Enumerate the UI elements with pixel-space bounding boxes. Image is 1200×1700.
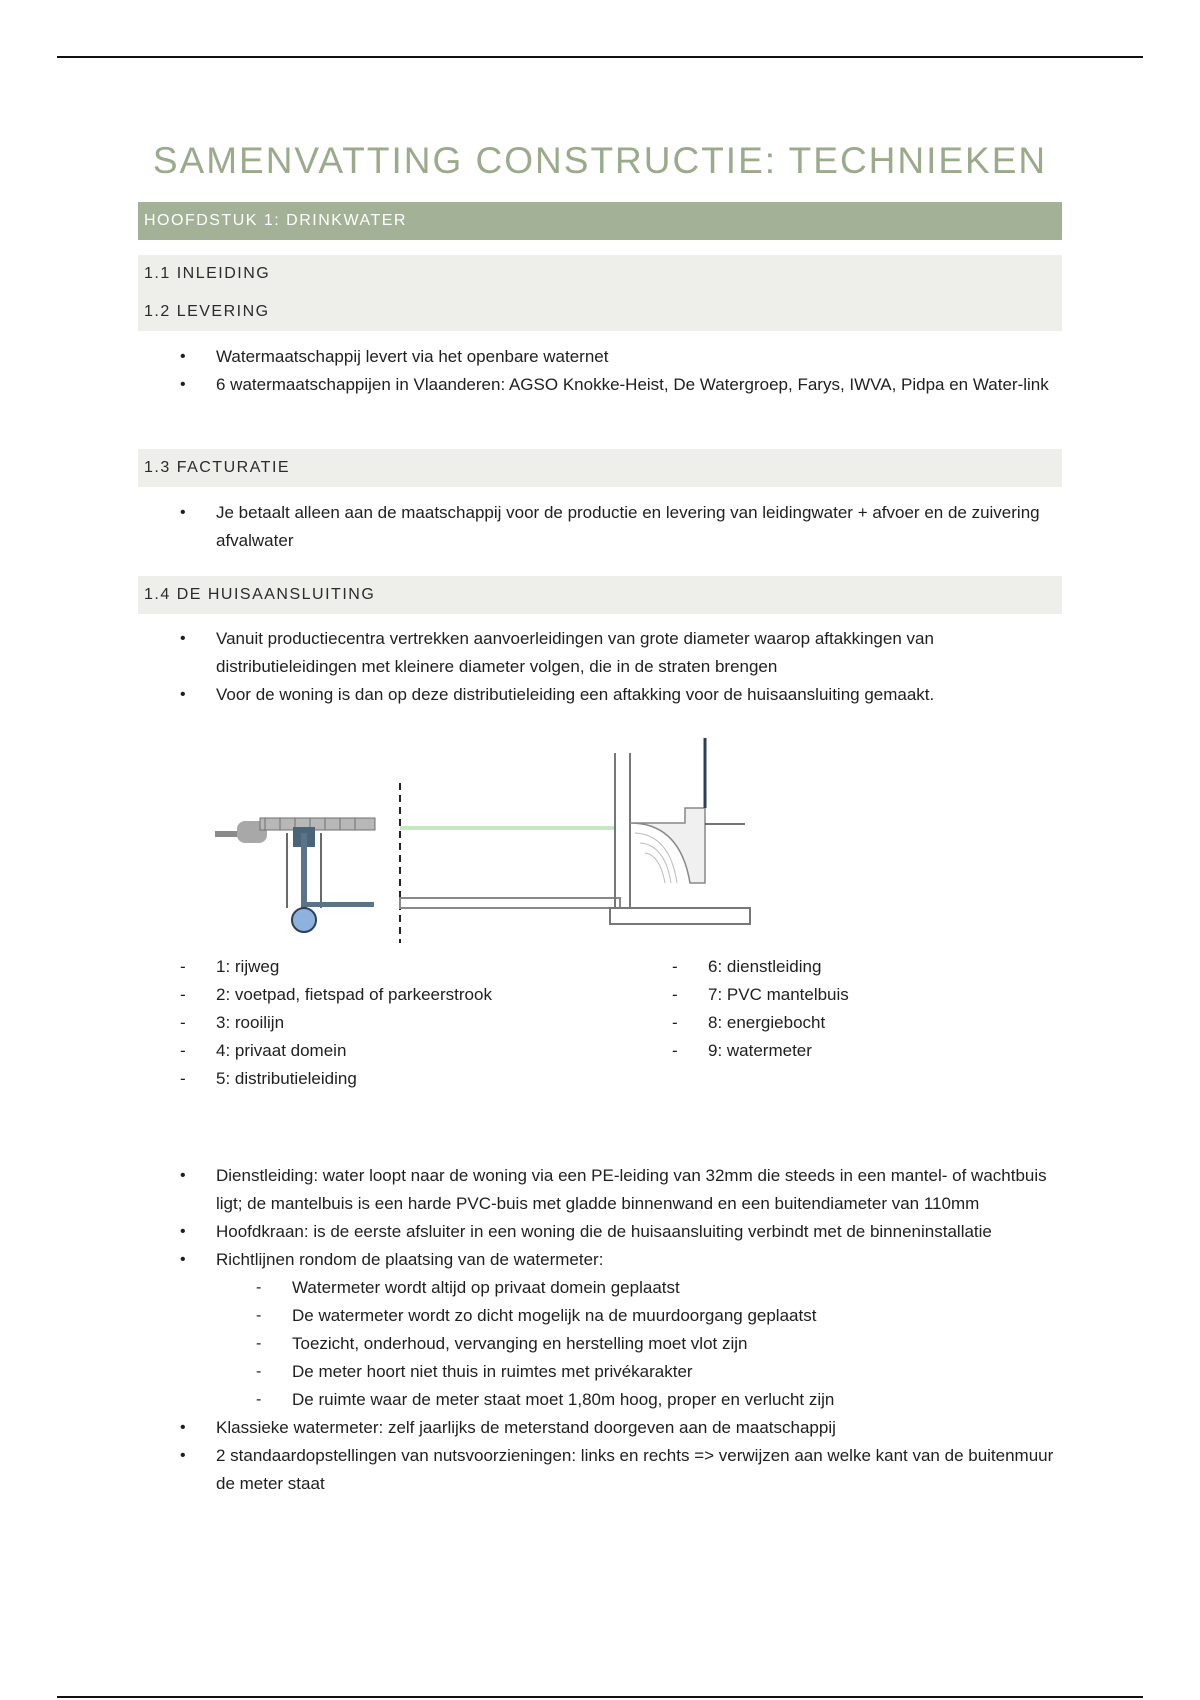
legend-item: - 1: rijweg: [180, 953, 640, 981]
details-list: [180, 1162, 1060, 1498]
list-item: • Vanuit productiecentra vertrekken aanvoerleidingen van grote diameter waarop aftakkingen van distributieleidingen met kleinere diameter volgen, die in de straten brengen: [180, 625, 1060, 681]
list-item: • Dienstleiding: water loopt naar de woning via een PE-leiding van 32mm die steeds in een mantel- of wachtbuis ligt; de mantelbuis is een harde PVC-buis met gladde binnenwand en een buitendiameter van 110mm: [180, 1162, 1060, 1218]
legend-item: - 4: privaat domein: [180, 1037, 640, 1065]
section-heading-inleiding: 1.1 INLEIDING: [144, 265, 271, 282]
list-item: • Voor de woning is dan op deze distributieleiding een aftakking voor de huisaansluiting gemaakt.: [180, 681, 1060, 709]
house-floor: [610, 908, 750, 924]
footer-rule: [57, 1696, 1143, 1698]
legend-item: - 7: PVC mantelbuis: [672, 981, 1052, 1009]
legend-item: - 2: voetpad, fietspad of parkeerstrook: [180, 981, 640, 1009]
legend-right: [672, 953, 1052, 1065]
document-title: SAMENVATTING CONSTRUCTIE: TECHNIEKEN: [152, 140, 1048, 181]
riser-pipe: [301, 833, 307, 911]
house-connection-diagram: [205, 723, 755, 945]
richtlijnen-sublist: [216, 1274, 1060, 1414]
legend-item: - 5: distributieleiding: [180, 1065, 640, 1093]
list-item: • 6 watermaatschappijen in Vlaanderen: AGSO Knokke-Heist, De Watergroep, Farys, IWVA, Pidpa en Water-link: [180, 371, 1060, 399]
legend-item: - 3: rooilijn: [180, 1009, 640, 1037]
sublist-item: - Watermeter wordt altijd op privaat domein geplaatst: [256, 1274, 1060, 1302]
legend-item: - 9: watermeter: [672, 1037, 1052, 1065]
section-block-1-3: [138, 449, 1062, 487]
sublist-item: - De ruimte waar de meter staat moet 1,80m hoog, proper en verlucht zijn: [256, 1386, 1060, 1414]
huisaansluiting-list: [180, 625, 1060, 709]
list-item: • Watermaatschappij levert via het openbare waternet: [180, 343, 1060, 371]
list-item: • 2 standaardopstellingen van nutsvoorzieningen: links en rechts => verwijzen aan welke kant van de buitenmuur de meter staat: [180, 1442, 1060, 1498]
section-heading-levering: 1.2 LEVERING: [144, 303, 270, 320]
list-item: • Klassieke watermeter: zelf jaarlijks de meterstand doorgeven aan de maatschappij: [180, 1414, 1060, 1442]
list-item: • Je betaalt alleen aan de maatschappij voor de productie en levering van leidingwater + afvoer en de zuivering afvalwater: [180, 499, 1060, 555]
distribution-pipe: [292, 908, 316, 932]
header-rule: [57, 56, 1143, 58]
section-block-1-1-1-2: [138, 255, 1062, 331]
energy-bend: [630, 808, 705, 883]
garden-surface: [400, 826, 615, 830]
section-block-1-4: [138, 576, 1062, 614]
legend-left: [180, 953, 640, 1093]
list-item: [180, 1246, 1060, 1414]
chapter-heading: HOOFDSTUK 1: DRINKWATER: [138, 202, 1062, 240]
richtlijnen-text: Richtlijnen rondom de plaatsing van de watermeter:: [216, 1250, 604, 1269]
sublist-item: - Toezicht, onderhoud, vervanging en herstelling moet vlot zijn: [256, 1330, 1060, 1358]
mantle-pipe: [400, 898, 620, 908]
levering-list: [180, 343, 1060, 399]
energy-bend-lines: [635, 833, 677, 883]
facturatie-list: [180, 499, 1060, 555]
service-pipe: [304, 902, 374, 907]
section-heading-facturatie: 1.3 FACTURATIE: [144, 459, 291, 476]
sidewalk: [260, 818, 375, 830]
sublist-item: - De watermeter wordt zo dicht mogelijk na de muurdoorgang geplaatst: [256, 1302, 1060, 1330]
list-item: • Hoofdkraan: is de eerste afsluiter in een woning die de huisaansluiting verbindt met de binneninstallatie: [180, 1218, 1060, 1246]
legend-item: - 6: dienstleiding: [672, 953, 1052, 981]
section-heading-huisaansluiting: 1.4 DE HUISAANSLUITING: [144, 586, 376, 603]
sublist-item: - De meter hoort niet thuis in ruimtes met privékarakter: [256, 1358, 1060, 1386]
legend-item: - 8: energiebocht: [672, 1009, 1052, 1037]
